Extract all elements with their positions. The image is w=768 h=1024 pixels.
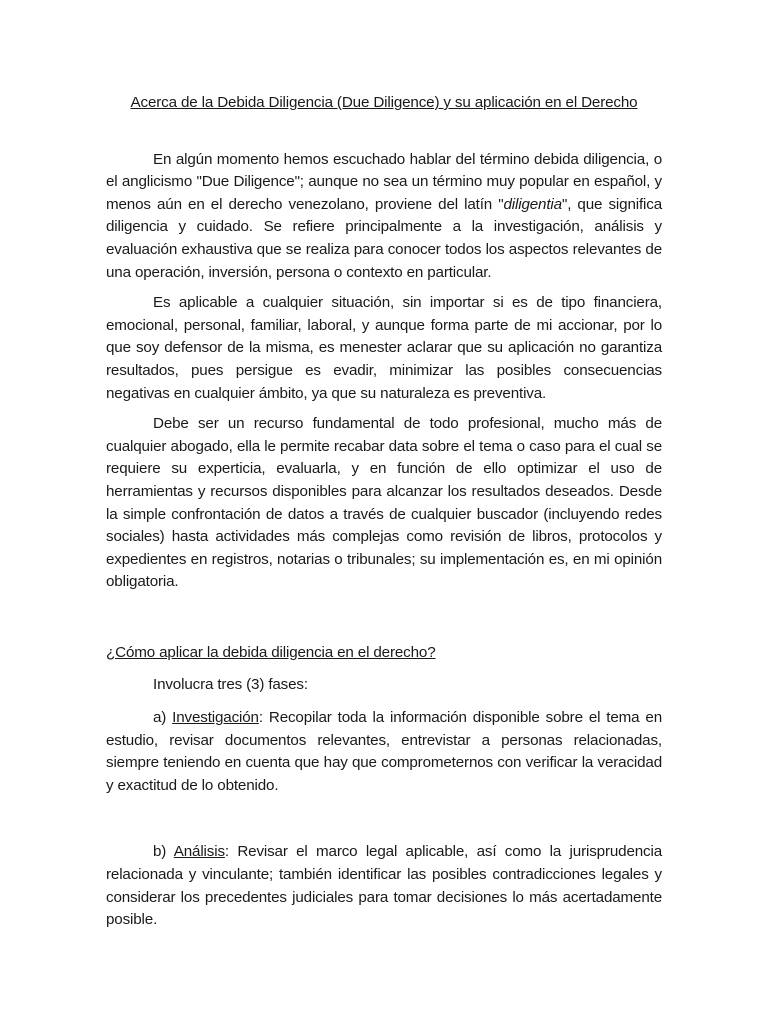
phase-b-prefix: b) xyxy=(153,843,174,861)
paragraph-intro xyxy=(106,149,662,285)
phase-b xyxy=(106,841,662,931)
phase-a-text: : Recopilar toda la información disponible sobre el tema en estudio, revisar documentos relevantes, entrevistar a personas relacionadas, siempre teniendo en cuenta que hay que comprometernos con verificar la veracidad y exactitud de lo obtenido. xyxy=(106,709,662,794)
phase-a-prefix: a) xyxy=(153,709,173,727)
phase-a xyxy=(106,707,662,797)
phase-b-term: Análisis xyxy=(173,843,225,861)
paragraph-applicability: Es aplicable a cualquier situación, sin importar si es de tipo financiera, emocional, personal, familiar, laboral, y aunque forma parte de mi accionar, por lo que soy defensor de la misma, es menester aclarar que su aplicación no garantiza resultados, pues persigue es evadir, minimizar las posibles consecuencias negativas en cualquier ámbito, ya que su naturaleza es preventiva. xyxy=(106,294,662,402)
phase-b-text: : Revisar el marco legal aplicable, así como la jurisprudencia relacionada y vinculante; también identificar las posibles contradicciones legales y considerar los precedentes judiciales para tomar decisiones lo más acertadamente posible. xyxy=(106,843,663,929)
section-heading: ¿Cómo aplicar la debida diligencia en el derecho? xyxy=(106,643,436,661)
paragraph-intro-part1: En algún momento hemos escuchado hablar del término debida diligencia, o el anglicismo "Due Diligence"; aunque no sea un término muy popular en español, y menos aún en el derecho venezolano, proviene del latín " xyxy=(106,150,662,213)
latin-term: diligentia xyxy=(503,195,562,213)
phase-a-term: Investigación xyxy=(172,709,259,727)
paragraph-professional: Debe ser un recurso fundamental de todo profesional, mucho más de cualquier abogado, ella le permite recabar data sobre el tema o caso para el cual se requiere su experticia, evaluarla, y en función de ello optimizar el uso de herramientas y recursos disponibles para alcanzar los resultados deseados. Desde la simple confrontación de datos a través de cualquier buscador (incluyendo redes sociales) hasta actividades más complejas como revisión de libros, protocolos y expedientes en registros, notarias o tribunales; su implementación es, en mi opinión obligatoria. xyxy=(106,415,662,591)
phases-intro: Involucra tres (3) fases: xyxy=(153,676,308,694)
document-title: Acerca de la Debida Diligencia (Due Diligence) y su aplicación en el Derecho xyxy=(130,94,638,111)
document-page xyxy=(106,92,662,932)
paragraph-intro-part2: ", que significa diligencia y cuidado. Se refiere principalmente a la investigación, análisis y evaluación exhaustiva que se realiza para conocer todos los aspectos relevantes de una operación, inversión, persona o contexto en particular. xyxy=(106,195,663,281)
